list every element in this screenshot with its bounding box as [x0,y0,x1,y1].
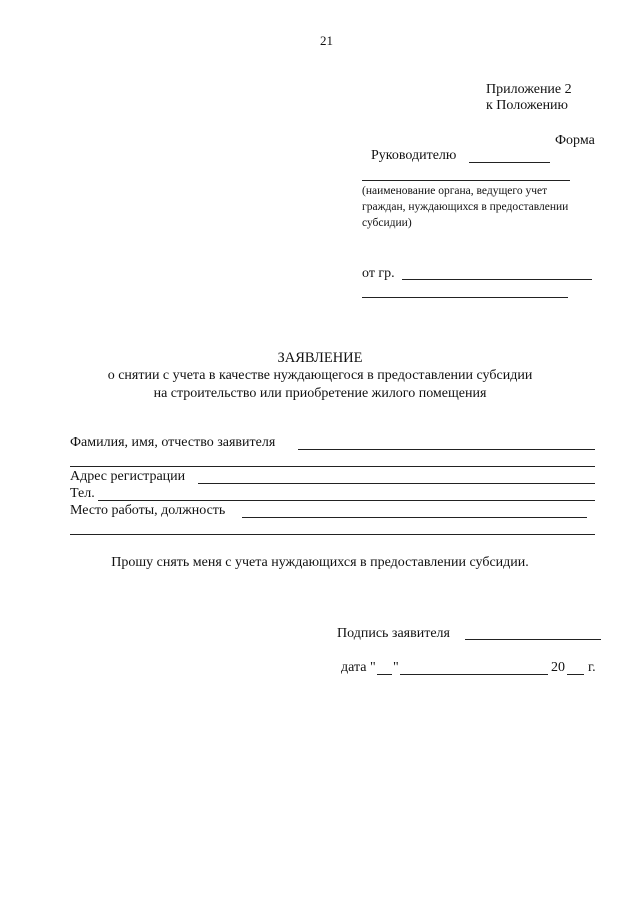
from-line-2[interactable] [362,297,568,298]
fio-line-2[interactable] [70,466,595,467]
addressee-to-label: Руководителю [371,148,457,163]
date-month-line[interactable] [400,674,548,675]
addressee-to-line[interactable] [469,162,550,163]
addressee-org-line[interactable] [362,180,570,181]
addressee-note-line2: граждан, нуждающихся в предоставлении [362,201,569,213]
address-label: Адрес регистрации [70,469,186,484]
address-line[interactable] [198,483,595,484]
fio-line[interactable] [298,449,595,450]
addressee-note-line1: (наименование органа, ведущего учет [362,185,548,197]
from-line-1[interactable] [402,279,592,280]
form-label: Форма [555,133,595,148]
date-label: дата " [341,660,376,675]
work-line-2[interactable] [70,534,595,535]
date-year-prefix: 20 [551,660,565,675]
title-sub1: о снятии с учета в качестве нуждающегося в предоставлении субсидии [107,368,533,383]
date-year-suffix: г. [588,660,596,675]
signature-line[interactable] [465,639,601,640]
fio-label: Фамилия, имя, отчество заявителя [70,435,276,450]
date-year-line[interactable] [567,674,584,675]
date-quote: " [393,660,399,675]
work-label: Место работы, должность [70,503,226,518]
request-text: Прошу снять меня с учета нуждающихся в предоставлении субсидии. [111,555,529,570]
appendix-line2: к Положению [486,98,569,113]
title-sub2: на строительство или приобретение жилого помещения [153,386,487,401]
appendix-line1: Приложение 2 [486,82,572,97]
addressee-note-line3: субсидии) [362,217,412,229]
phone-line[interactable] [98,500,595,501]
date-day-line[interactable] [377,674,392,675]
phone-label: Тел. [70,486,95,501]
signature-label: Подпись заявителя [337,626,450,641]
from-label: от гр. [362,266,395,281]
work-line[interactable] [242,517,587,518]
page-number: 21 [320,33,333,48]
title-heading: ЗАЯВЛЕНИЕ [277,350,363,366]
